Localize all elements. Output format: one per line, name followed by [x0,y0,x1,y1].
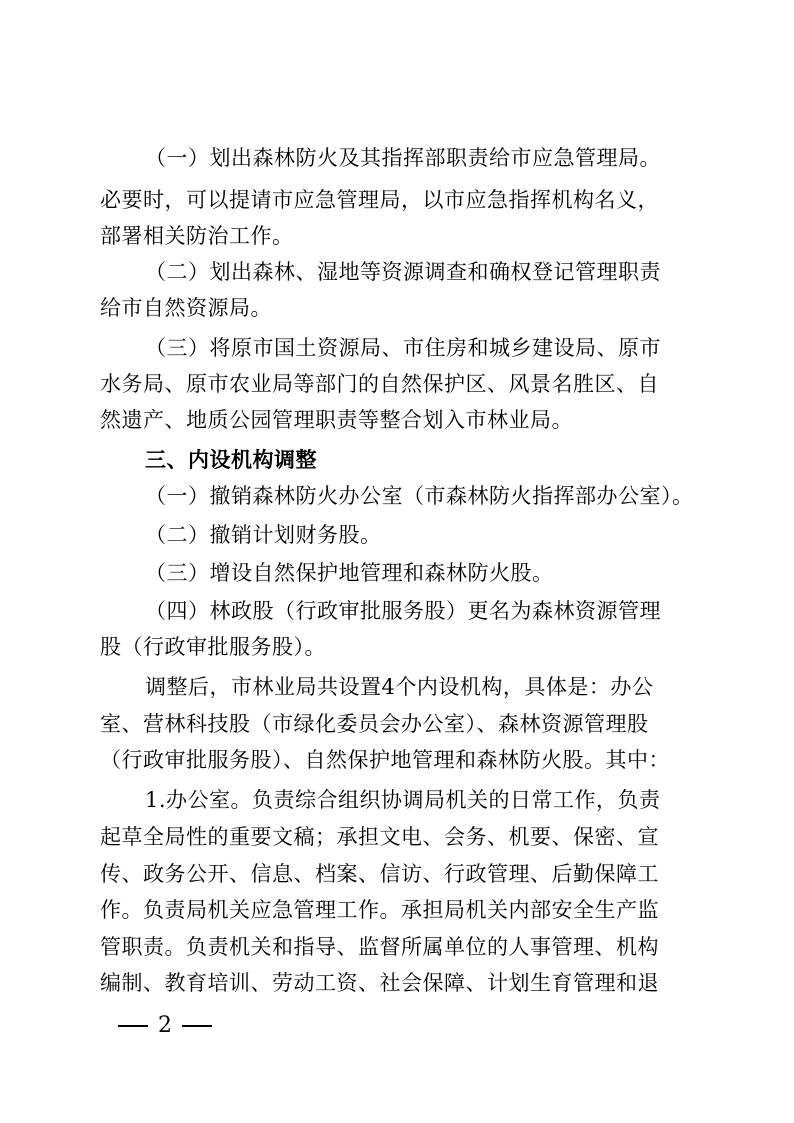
paragraph-line: 股（行政审批服务股）。 [100,635,326,659]
paragraph-line: （三）将原市国土资源局、市住房和城乡建设局、原市 [145,336,661,360]
paragraph-line: 1.办公室。负责综合组织协调局机关的日常工作，负责 [145,788,661,812]
paragraph-line: 调整后，市林业局共设置4个内设机构，具体是：办公 [145,675,654,699]
paragraph-line: 起草全局性的重要文稿；承担文电、会务、机要、保密、宣 [100,825,659,849]
paragraph-line: （一）划出森林防火及其指挥部职责给市应急管理局。 [145,146,661,170]
paragraph-line: 水务局、原市农业局等部门的自然保护区、风景名胜区、自 [100,372,659,396]
paragraph-line: 室、营林科技股（市绿化委员会办公室）、森林资源管理股 [100,712,649,736]
paragraph-line: （二）划出森林、湿地等资源调查和确权登记管理职责 [145,260,661,284]
paragraph-line: （三）增设自然保护地管理和森林防火股。 [145,561,554,585]
paragraph-line: 作。负责局机关应急管理工作。承担局机关内部安全生产监 [100,898,659,922]
paragraph-line: （二）撤销计划财务股。 [145,523,382,547]
paragraph-line: 给市自然资源局。 [100,296,272,320]
paragraph-line: 编制、教育培训、劳动工资、社会保障、计划生育管理和退 [100,971,659,995]
paragraph-line: 传、政务公开、信息、档案、信访、行政管理、后勤保障工 [100,862,659,886]
paragraph-line: 管职责。负责机关和指导、监督所属单位的人事管理、机构 [100,935,659,959]
page-number: 2 [158,1013,172,1038]
section-heading: 三、内设机构调整 [145,447,317,472]
paragraph-line: 必要时，可以提请市应急管理局，以市应急指挥机构名义， [100,188,659,212]
paragraph-line: （四）林政股（行政审批服务股）更名为森林资源管理 [145,599,661,623]
dash-right-icon [182,1025,212,1027]
paragraph-line: （行政审批服务股）、自然保护地管理和森林防火股。其中： [100,748,670,772]
dash-left-icon [118,1025,148,1027]
page-footer [118,1011,212,1041]
paragraph-line: 部署相关防治工作。 [100,224,294,248]
paragraph-line: （一）撤销森林防火办公室（市森林防火指挥部办公室）。 [145,484,694,508]
paragraph-line: 然遗产、地质公园管理职责等整合划入市林业局。 [100,408,573,432]
